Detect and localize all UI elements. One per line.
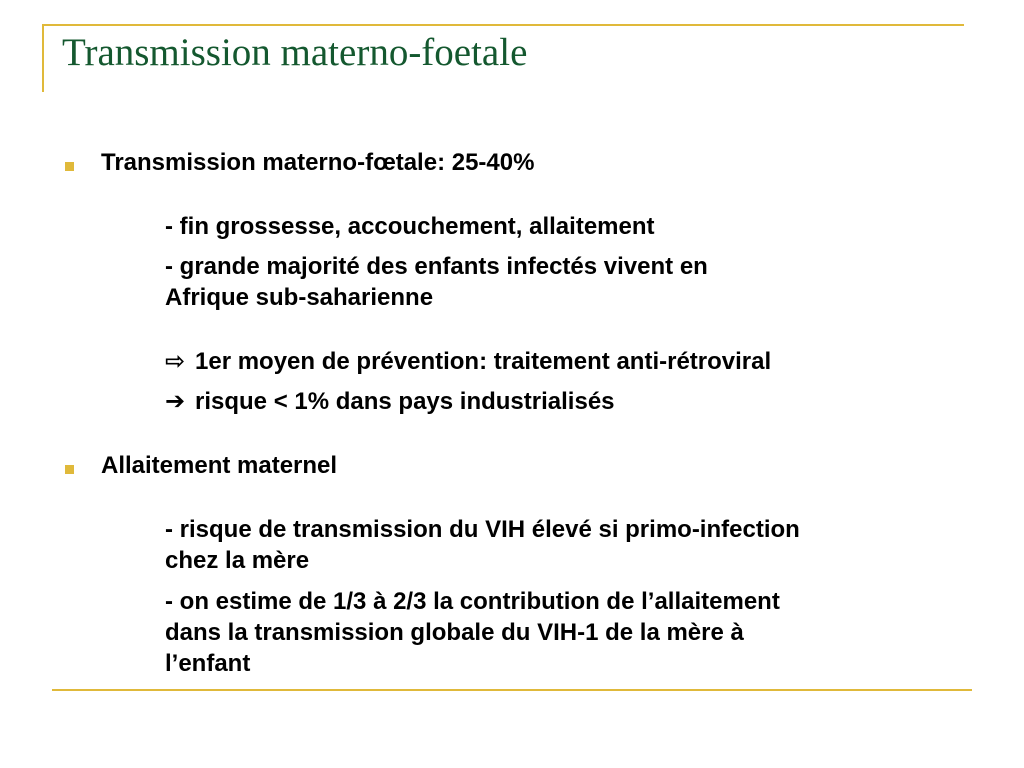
section-heading-breastfeeding: Allaitement maternel <box>101 452 338 479</box>
sub-item-timing: - fin grossesse, accouchement, allaitement <box>165 213 655 240</box>
sub-item-primo-line2: chez la mère <box>165 547 310 574</box>
top-accent-rule <box>42 24 964 26</box>
sub-item-primo-line1: - risque de transmission du VIH élevé si primo-infection <box>165 516 800 543</box>
prevention-line <box>165 347 771 377</box>
slide-title: Transmission materno-foetale <box>62 31 528 74</box>
result-text: risque < 1% dans pays industrialisés <box>195 388 615 415</box>
result-line <box>165 387 615 417</box>
prevention-text: 1er moyen de prévention: traitement anti-rétroviral <box>195 348 772 375</box>
hollow-right-arrow-icon: ⇨ <box>165 348 186 375</box>
sub-item-africa-line2: Afrique sub-saharienne <box>165 284 434 311</box>
sub-item-africa-line1: - grande majorité des enfants infectés vivent en <box>165 253 708 280</box>
bullet-square-icon <box>65 465 74 474</box>
sub-item-estimate-line2: dans la transmission globale du VIH-1 de la mère à <box>165 619 744 646</box>
section-heading-transmission: Transmission materno-fœtale: 25-40% <box>101 149 535 176</box>
left-accent-rule <box>42 24 44 92</box>
sub-item-estimate-line1: - on estime de 1/3 à 2/3 la contribution de l’allaitement <box>165 588 780 615</box>
bullet-square-icon <box>65 162 74 171</box>
bold-right-arrow-icon: ➔ <box>165 388 186 415</box>
sub-item-estimate-line3: l’enfant <box>165 650 251 677</box>
bottom-accent-rule <box>52 689 972 691</box>
